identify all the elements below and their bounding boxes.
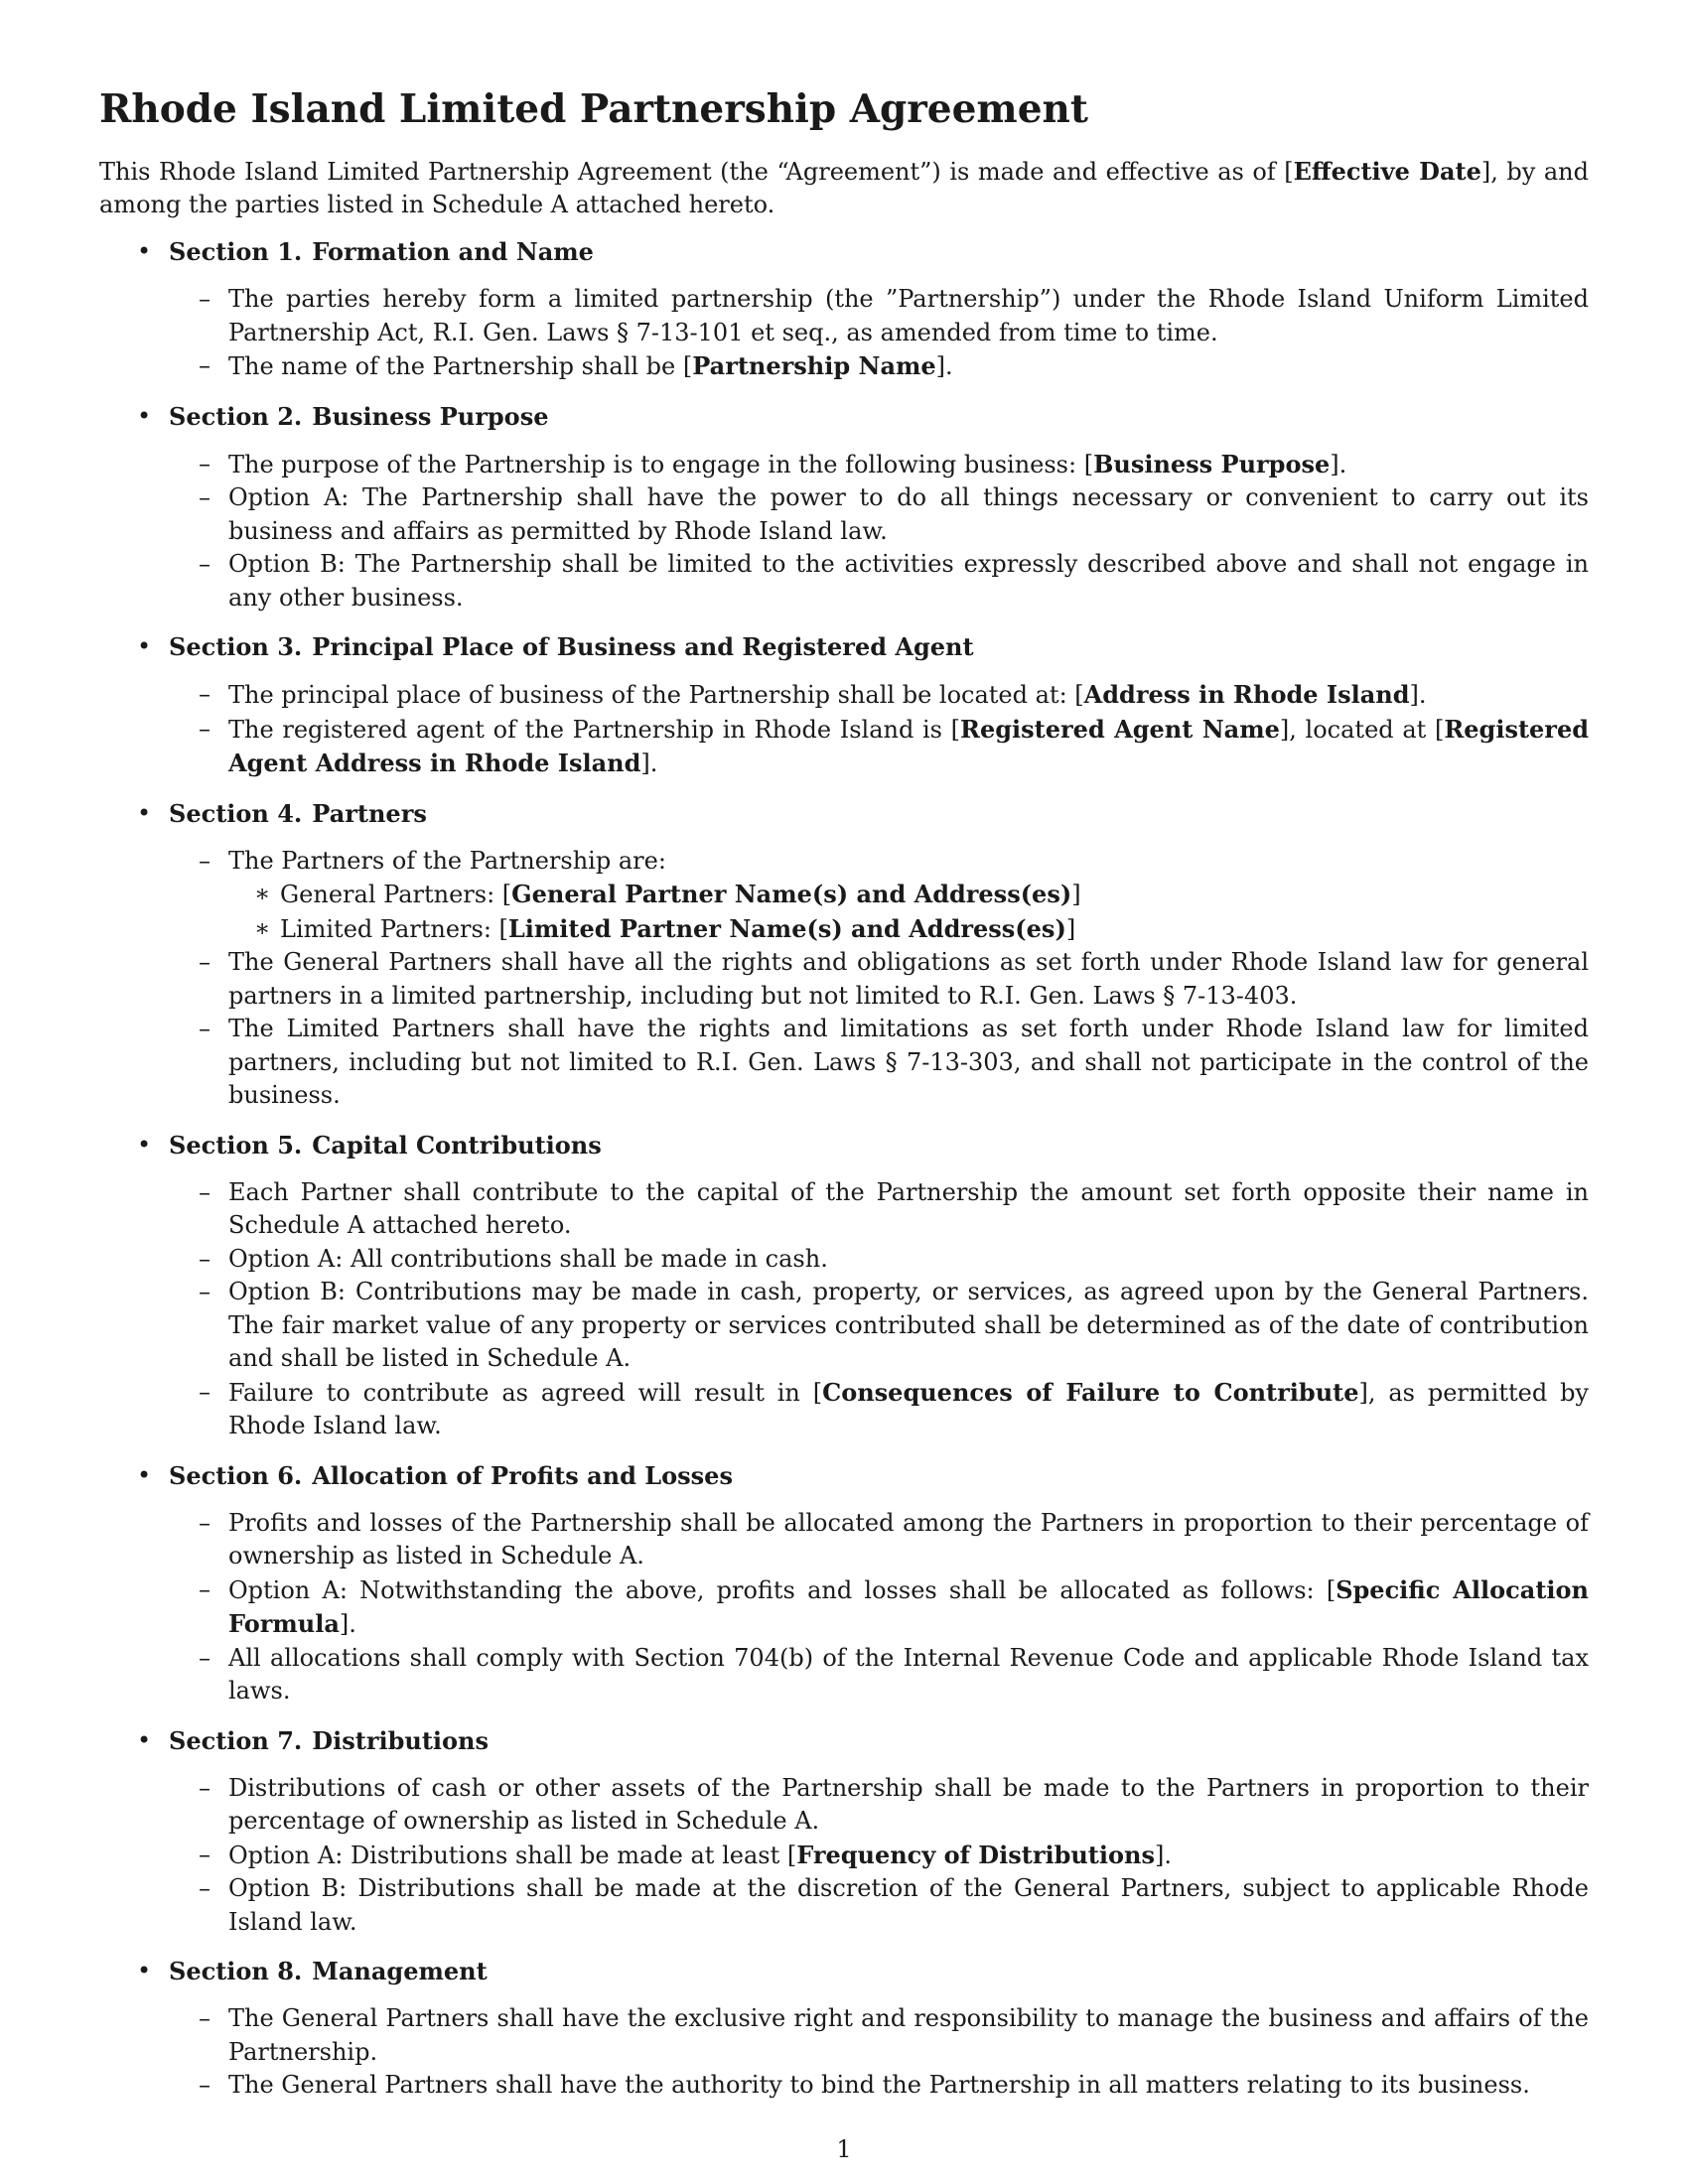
list-item — [199, 2002, 1589, 2069]
asterisk-icon: ∗ — [254, 880, 271, 907]
sub-list-item — [254, 878, 1589, 912]
placeholder-field: Business Purpose — [1093, 449, 1331, 478]
list-item — [199, 548, 1589, 614]
section-title-text: Capital Contributions — [312, 1130, 602, 1160]
section-1 — [99, 235, 1589, 384]
list-item — [199, 845, 1589, 947]
list-item — [199, 946, 1589, 1013]
dash-icon: – — [199, 483, 211, 511]
dash-icon: – — [199, 550, 211, 578]
bullet-icon: • — [137, 1957, 152, 1984]
list-item — [199, 1839, 1589, 1873]
item-text: Option B: Contributions may be made in cash, property, or services, as agreed upon by the General Partners. The fair market value of any property or services contributed shall be determined as of the date of contribution and shall be listed in Schedule A. — [228, 1278, 1589, 1372]
asterisk-icon: ∗ — [254, 913, 271, 942]
dash-icon: – — [199, 1177, 211, 1206]
list-item — [199, 448, 1589, 482]
item-text: The General Partners shall have the authority to bind the Partnership in all matters relating to its business. — [228, 2071, 1530, 2099]
item-text: Option A: All contributions shall be made in cash. — [228, 1244, 828, 1273]
dash-icon: – — [199, 1643, 211, 1672]
dash-icon: – — [199, 351, 211, 379]
item-text: Option A: Distributions shall be made at least [ — [228, 1841, 797, 1869]
placeholder-field: Frequency of Distributions — [796, 1840, 1155, 1869]
item-text: The General Partners shall have all the rights and obligations as set forth under Rhode Island law for general partners in a limited partnership, including but not limited to R.I. Gen. Laws § 7-13-403. — [228, 948, 1589, 1010]
list-item — [199, 283, 1589, 349]
item-text: ]. — [640, 750, 658, 777]
dash-icon: – — [199, 1244, 211, 1273]
dash-icon: – — [199, 680, 211, 708]
list-item — [199, 1872, 1589, 1939]
section-heading — [169, 1955, 1589, 1987]
section-heading — [169, 630, 1589, 663]
item-text: The principal place of business of the Partnership shall be located at: [ — [228, 681, 1084, 709]
item-text: ]. — [935, 352, 953, 380]
section-number: Section 6. — [169, 1460, 303, 1490]
dash-icon: – — [199, 2004, 211, 2032]
item-text: Failure to contribute as agreed will result in [ — [228, 1378, 823, 1407]
placeholder-field: Registered Agent Name — [960, 714, 1280, 744]
item-text: Option A: The Partnership shall have the power to do all things necessary or convenient to carry out its business and affairs as permitted by Rhode Island law. — [228, 483, 1589, 545]
item-text: ] — [1065, 914, 1076, 943]
bullet-icon: • — [137, 632, 152, 660]
list-item — [199, 713, 1590, 781]
dash-icon: – — [199, 449, 211, 478]
section-5 — [99, 1129, 1589, 1443]
item-text: Option A: Notwithstanding the above, profits and losses shall be allocated as follows: [ — [228, 1575, 1336, 1604]
placeholder-field: General Partner Name(s) and Address(es) — [511, 880, 1072, 908]
section-heading — [169, 400, 1589, 433]
section-7 — [99, 1724, 1589, 1940]
item-text: The registered agent of the Partnership in Rhode Island is [ — [228, 715, 961, 744]
section-number: Section 1. — [169, 237, 303, 266]
section-4 — [99, 797, 1589, 1113]
list-item — [199, 1642, 1589, 1708]
dash-icon: – — [199, 1773, 211, 1802]
bullet-icon: • — [137, 798, 152, 827]
item-text: ], located at [ — [1279, 715, 1445, 744]
section-2 — [99, 400, 1589, 615]
section-title-text: Management — [312, 1957, 488, 1985]
document-page — [99, 85, 1589, 2118]
list-item — [199, 1772, 1589, 1839]
section-title-text: Distributions — [312, 1725, 489, 1755]
placeholder-field: Partnership Name — [692, 351, 936, 380]
list-item — [199, 1276, 1589, 1376]
item-text: Each Partner shall contribute to the capital of the Partnership the amount set forth opposite their name in Schedule A attached hereto. — [228, 1177, 1589, 1239]
dash-icon: – — [199, 1574, 211, 1603]
section-3 — [99, 630, 1589, 781]
item-text: ]. — [1330, 450, 1347, 478]
dash-icon: – — [199, 1015, 211, 1042]
item-text: ]. — [1409, 681, 1427, 709]
item-text: Profits and losses of the Partnership shall be allocated among the Partners in proportion to their percentage of ownership as listed in Schedule A. — [228, 1508, 1589, 1570]
item-text: The General Partners shall have the exclusive right and responsibility to manage the business and affairs of the Partnership. — [228, 2004, 1589, 2066]
list-item — [199, 1243, 1589, 1277]
list-item — [199, 678, 1589, 713]
section-title-text: Partners — [312, 798, 427, 828]
item-text: All allocations shall comply with Section 704(b) of the Internal Revenue Code and applicable Rhode Island tax laws. — [228, 1643, 1589, 1705]
section-items — [169, 678, 1589, 781]
section-8 — [99, 1955, 1589, 2103]
section-items — [169, 845, 1589, 1113]
bullet-icon: • — [137, 1725, 152, 1754]
section-6 — [99, 1459, 1589, 1708]
list-item — [199, 1507, 1589, 1573]
section-items — [169, 283, 1589, 384]
section-title-text: Allocation of Profits and Losses — [312, 1460, 733, 1490]
dash-icon: – — [199, 285, 211, 313]
intro-paragraph — [99, 155, 1589, 221]
dash-icon: – — [199, 1278, 211, 1305]
list-item — [199, 349, 1589, 384]
section-heading — [169, 1459, 1589, 1492]
section-heading — [169, 235, 1589, 268]
list-item — [199, 2069, 1589, 2103]
list-item — [199, 1376, 1589, 1443]
item-text: Option B: Distributions shall be made at the discretion of the General Partners, subject to applicable Rhode Island law. — [228, 1874, 1589, 1936]
dash-icon: – — [199, 1377, 211, 1406]
placeholder-field: Specific Allocation Formula — [228, 1574, 1589, 1638]
list-item — [199, 1013, 1589, 1113]
item-text: The purpose of the Partnership is to engage in the following business: [ — [228, 450, 1094, 478]
placeholder-field: Limited Partner Name(s) and Address(es) — [507, 913, 1066, 943]
bullet-icon: • — [137, 1130, 152, 1159]
section-items — [169, 1176, 1589, 1443]
section-items — [169, 448, 1589, 615]
list-item — [199, 1573, 1589, 1642]
section-number: Section 2. — [169, 401, 303, 431]
section-heading — [169, 797, 1589, 830]
dash-icon: – — [199, 714, 211, 743]
section-heading — [169, 1724, 1589, 1757]
intro-placeholder: Effective Date — [1293, 157, 1481, 186]
placeholder-field: Consequences of Failure to Contribute — [822, 1377, 1359, 1407]
section-title-text: Formation and Name — [312, 237, 594, 266]
item-text: The parties hereby form a limited partnership (the ”Partnership”) under the Rhode Island Uniform Limited Partnership Act, R.I. Gen. Laws § 7-13-101 et seq., as amended from time to time. — [228, 285, 1589, 346]
document-title: Rhode Island Limited Partnership Agreement — [99, 86, 1088, 132]
page-number: 1 — [836, 2135, 852, 2163]
item-text: The Partners of the Partnership are: — [228, 846, 666, 875]
item-text: ], as permitted by Rhode Island law. — [228, 1378, 1589, 1439]
list-item — [199, 481, 1589, 548]
dash-icon: – — [199, 1874, 211, 1902]
item-text: ]. — [339, 1610, 356, 1638]
intro-text-end: ], by and among the parties listed in Schedule A attached hereto. — [99, 158, 1589, 218]
sub-list-item — [254, 912, 1589, 947]
item-text: ]. — [1154, 1841, 1172, 1869]
section-number: Section 3. — [169, 632, 303, 661]
dash-icon: – — [199, 1840, 211, 1868]
dash-icon: – — [199, 948, 211, 976]
dash-icon: – — [199, 1508, 211, 1537]
dash-icon: – — [199, 2071, 211, 2099]
section-number: Section 4. — [169, 798, 303, 828]
item-text: Distributions of cash or other assets of the Partnership shall be made to the Partners in proportion to their percentage of ownership as listed in Schedule A. — [228, 1773, 1589, 1835]
section-title-text: Principal Place of Business and Registered Agent — [312, 632, 974, 661]
item-text: General Partners: [ — [280, 881, 512, 908]
list-item — [199, 1176, 1589, 1243]
section-number: Section 5. — [169, 1130, 303, 1160]
item-text: The Limited Partners shall have the rights and limitations as set forth under Rhode Island law for limited partners, including but not limited to R.I. Gen. Laws § 7-13-303, and shall not participate in the control of the business. — [228, 1015, 1589, 1109]
item-text: Limited Partners: [ — [280, 914, 508, 943]
placeholder-field: Address in Rhode Island — [1083, 680, 1410, 709]
bullet-icon: • — [137, 237, 152, 265]
section-list — [99, 235, 1589, 2103]
section-title-text: Business Purpose — [312, 401, 549, 431]
section-items — [169, 1772, 1589, 1940]
section-items — [169, 2002, 1589, 2103]
section-items — [169, 1507, 1589, 1708]
item-text: The name of the Partnership shall be [ — [228, 352, 693, 380]
section-heading — [169, 1129, 1589, 1161]
placeholder-field: Registered Agent Address in Rhode Island — [228, 714, 1590, 777]
item-text: Option B: The Partnership shall be limited to the activities expressly described above and shall not engage in any other business. — [228, 550, 1589, 612]
section-number: Section 7. — [169, 1725, 303, 1755]
bullet-icon: • — [137, 1460, 152, 1489]
intro-text: This Rhode Island Limited Partnership Agreement (the “Agreement”) is made and effective as of [ — [99, 158, 1294, 186]
dash-icon: – — [199, 846, 211, 875]
section-number: Section 8. — [169, 1957, 303, 1985]
sub-list — [228, 878, 1589, 946]
bullet-icon: • — [137, 401, 152, 430]
item-text: ] — [1071, 881, 1081, 908]
